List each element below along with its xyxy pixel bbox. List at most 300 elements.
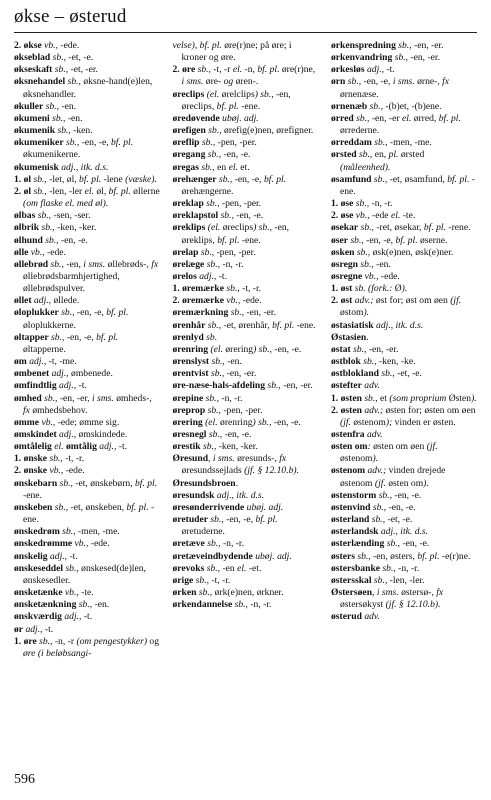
inflection: -lene: [103, 173, 126, 185]
inflection: økumenikerne.: [23, 149, 81, 161]
grammar-note: sb.,: [50, 52, 69, 64]
dictionary-entry: [331, 222, 477, 234]
grammar-note: sb.,: [232, 599, 251, 611]
grammar-note: (jf. § 12.10.b).: [244, 465, 300, 477]
grammar-note: vb.,: [39, 416, 58, 428]
inflection: -ene.: [241, 234, 261, 246]
inflection: -t, -r.: [242, 283, 262, 295]
grammar-note: sb.,: [395, 40, 414, 51]
inflection: -en, -e,: [363, 76, 393, 88]
headword: østenom: [331, 465, 366, 477]
headword: ønskelig: [14, 550, 48, 562]
dictionary-entry: [173, 320, 319, 332]
grammar-note: vb.,: [62, 587, 82, 599]
grammar-note: bf. pl.: [272, 319, 297, 331]
column-2: [173, 40, 319, 775]
headword: øreprop: [172, 404, 206, 416]
grammar-note: adj.,: [56, 380, 79, 392]
inflection: øre(r)ne; på øre; i kroner og øre.: [181, 40, 292, 64]
inflection: vinden drejede østenom: [340, 465, 446, 489]
grammar-note: sb.,: [52, 501, 71, 513]
dictionary-entry: [173, 405, 319, 417]
grammar-note: bf. pl.: [216, 100, 242, 112]
grammar-note: sb.,: [63, 562, 82, 574]
inflection: -et, -e.: [387, 514, 413, 526]
inflection: -ene.: [296, 319, 316, 331]
inflection: øllede.: [53, 295, 80, 307]
dictionary-entry: [14, 636, 160, 660]
grammar-note: el.: [390, 210, 403, 222]
headword: ørering: [172, 416, 203, 428]
grammar-note: ) sb.,: [252, 416, 274, 428]
grammar-note: sb.,: [31, 173, 50, 185]
dictionary-entry: [14, 64, 160, 76]
dictionary-entry: [14, 52, 160, 64]
headword: øregang: [172, 149, 206, 161]
headword: ørestik: [172, 441, 201, 453]
grammar-note: adj., itk. d.s.: [214, 489, 265, 501]
dictionary-entry: [173, 64, 319, 88]
headword: 1. ønske: [14, 453, 48, 465]
inflection: -te.: [81, 587, 94, 599]
dictionary-entry: [14, 465, 160, 477]
grammar-note: sb.,: [367, 100, 386, 112]
dictionary-entry: [331, 235, 477, 247]
grammar-note: vb.,: [362, 270, 381, 282]
grammar-note: sb.: [203, 331, 218, 343]
headword: ørenhår: [172, 319, 206, 331]
inflection: -t.: [118, 441, 128, 453]
inflection: -ede.: [380, 270, 400, 282]
grammar-note: sb.,: [209, 356, 228, 368]
grammar-note: adj.,: [96, 441, 119, 453]
inflection: -en, -er.: [410, 52, 441, 64]
inflection: -en, -er: [371, 112, 402, 124]
dictionary-entry: [14, 502, 160, 526]
dictionary-entry: [331, 380, 477, 392]
inflection: -te.: [402, 210, 416, 222]
headword: 2. øre: [172, 64, 196, 76]
headword: østblok: [331, 356, 361, 368]
dictionary-entry: [331, 441, 477, 465]
headword: øresnegl: [172, 429, 207, 440]
headword: øllebrød: [14, 258, 49, 270]
grammar-note: bf. pl.: [126, 501, 151, 513]
grammar-note: sb.,: [205, 404, 224, 416]
grammar-note: (el.: [208, 343, 226, 355]
headword: 1. øst: [331, 283, 353, 295]
dictionary-entry: [331, 587, 477, 611]
inflection: -en, -e.: [388, 501, 416, 513]
grammar-note: (el.: [202, 416, 221, 428]
inflection: Østen: [448, 392, 472, 404]
inflection: øl,: [96, 185, 109, 197]
grammar-note: ).: [363, 307, 370, 319]
headword: øreklips: [172, 222, 206, 234]
inflection: østom: [340, 307, 364, 319]
grammar-note: (jf. § 12.10.b).: [385, 599, 441, 611]
grammar-note: bf. pl.: [217, 234, 242, 246]
inflection: -en.: [227, 356, 242, 368]
headword: østefter: [331, 380, 362, 392]
grammar-note: sb.,: [204, 538, 223, 550]
grammar-note: sb.,: [199, 137, 218, 149]
grammar-note: , i sms.: [208, 453, 238, 465]
headword: økumenik: [14, 125, 56, 137]
inflection: øllerne: [133, 185, 160, 197]
inflection: -n, -r.: [371, 198, 393, 210]
inflection: -en, -er.: [226, 368, 257, 380]
dictionary-entry: [331, 575, 477, 587]
inflection: -len, -ler: [49, 185, 85, 197]
headword: ønskedrømme: [14, 538, 73, 550]
headword: 1. østen: [331, 392, 362, 404]
inflection: østersøkyst: [340, 599, 386, 611]
dictionary-entry: [331, 271, 477, 283]
grammar-note: bf. pl.: [255, 514, 278, 526]
headword: økuller: [14, 100, 44, 112]
grammar-note: (jf.: [450, 295, 462, 307]
inflection: -let, øl,: [49, 173, 80, 185]
grammar-note: fx: [436, 587, 444, 599]
inflection: ørehængerne.: [181, 185, 234, 197]
inflection: -t, -r: [213, 64, 233, 76]
grammar-note: sb.,: [63, 137, 82, 149]
dictionary-entry: [14, 307, 160, 331]
grammar-note: sb.,: [376, 489, 395, 501]
grammar-note: sb.,: [48, 331, 67, 343]
headword: øllet: [14, 295, 32, 307]
headword: østenvind: [331, 501, 371, 513]
inflection: -ken, -ker.: [218, 441, 258, 453]
dictionary-entry: [173, 210, 319, 222]
dictionary-entry: [14, 222, 160, 234]
inflection: -en, -er.: [368, 343, 399, 355]
inflection: øsk(e)nen, øsk(e)ner.: [372, 246, 454, 258]
headword: ønskedrøm: [14, 526, 60, 538]
grammar-note: (måleenhed).: [340, 161, 391, 173]
grammar-note: sb.,: [369, 514, 388, 526]
grammar-note: el.: [232, 64, 245, 76]
headword: øreflip: [172, 137, 200, 149]
grammar-note: adv.: [361, 611, 380, 623]
headword: ønskværdig: [14, 611, 62, 623]
dictionary-entry: [331, 113, 477, 137]
dictionary-entry: [14, 40, 160, 52]
inflection: -en: [222, 562, 238, 574]
inflection: ønskesed(de)len, ønskesedler.: [23, 562, 146, 586]
grammar-note: (om pengestykker): [76, 635, 150, 647]
grammar-note: sb.,: [205, 149, 224, 161]
inflection: -sen, -ser.: [53, 210, 91, 222]
headword: ørelos: [172, 270, 197, 282]
grammar-note: bf. pl.: [257, 64, 282, 76]
grammar-note: sb.,: [379, 368, 398, 380]
headword: øreklap: [172, 198, 204, 210]
headword: øreklapstol: [172, 210, 219, 222]
headword: øser: [331, 234, 349, 246]
inflection: -pen, -per.: [217, 137, 257, 149]
headword: ønsketænkning: [14, 599, 77, 611]
grammar-note: sb.,: [52, 64, 71, 76]
dictionary-entry: [331, 490, 477, 502]
inflection: -n, -r.: [222, 258, 244, 270]
inflection: -en, -e,: [76, 307, 107, 319]
headword: ømtålig: [65, 441, 97, 453]
grammar-note: adj.,: [23, 623, 45, 635]
inflection: en,: [374, 149, 389, 161]
grammar-note: sb.,: [203, 392, 222, 404]
headword: østasiatisk: [331, 319, 374, 331]
headword: ørefigen: [172, 125, 206, 137]
inflection: ørne-,: [417, 76, 443, 88]
inflection: -en, øreclips,: [181, 88, 291, 112]
inflection: -men, -me.: [389, 137, 432, 149]
grammar-note: sb.,: [358, 222, 377, 234]
inflection: -t.: [386, 64, 395, 76]
dictionary-entry: [331, 611, 477, 623]
grammar-note: ubøj. adj.: [252, 550, 292, 562]
grammar-note: sb.,: [36, 635, 55, 647]
headword: ønsketænke: [14, 587, 63, 599]
inflection: ømbenede.: [71, 368, 113, 380]
dictionary-entry: [14, 563, 160, 587]
grammar-note: ).: [423, 477, 429, 489]
dictionary-entry: [331, 332, 477, 344]
inflection: øllebrødsbarmhjertighed, øllebrødspulver.: [23, 270, 120, 295]
dictionary-entry: [331, 344, 477, 356]
dictionary-entry: [14, 417, 160, 429]
inflection: -t, -r.: [211, 574, 231, 586]
dictionary-entry: [173, 198, 319, 210]
inflection: -n, -r.: [221, 392, 243, 404]
dictionary-entry: [14, 393, 160, 417]
dictionary-entry: [331, 551, 477, 563]
inflection: -ede: [372, 210, 391, 222]
grammar-note: adj.,: [47, 550, 70, 562]
grammar-note: ubøj. adj.: [219, 112, 259, 124]
dictionary-entry: [173, 478, 319, 490]
grammar-note: sb.,: [55, 125, 74, 137]
headword: øresundsk: [172, 489, 215, 501]
headword: øremærkning: [172, 307, 229, 319]
inflection: ørenring: [220, 416, 253, 428]
grammar-note: sb.,: [371, 137, 390, 149]
inflection: -en.: [67, 112, 83, 124]
headword: 1. øl: [14, 173, 32, 185]
grammar-note: og: [223, 76, 236, 88]
dictionary-entry: [14, 332, 160, 356]
grammar-note: bf. pl.: [263, 173, 287, 185]
headword: ønskeseddel: [14, 562, 64, 574]
grammar-note: sb. (fork.:: [352, 283, 395, 295]
headword: ørken: [172, 587, 197, 599]
inflection: ørred,: [413, 112, 439, 124]
inflection: -t, -r.: [65, 453, 85, 465]
inflection: øst for; øst om øen: [375, 295, 451, 307]
grammar-note: fx: [279, 453, 287, 465]
grammar-note: fx: [151, 258, 159, 270]
grammar-note: (jf.: [340, 416, 354, 428]
inflection: ømheds-,: [116, 392, 152, 404]
inflection: øloplukkerne.: [23, 319, 77, 331]
grammar-note: sb.,: [196, 587, 215, 599]
grammar-note: sb.,: [205, 319, 224, 331]
grammar-note: bf. pl.: [395, 234, 420, 246]
grammar-note: sb.,: [361, 392, 381, 404]
headword: øsamfund: [331, 173, 372, 185]
dictionary-entry: [173, 429, 319, 441]
inflection: østenom: [340, 453, 373, 465]
inflection: øllebrøds-,: [107, 258, 152, 270]
dictionary-entry: [14, 526, 160, 538]
headword: ørnenæb: [331, 100, 368, 112]
inflection: -en, -er.: [246, 307, 276, 319]
headword: ørn: [331, 76, 346, 88]
dictionary-entry: [331, 149, 477, 173]
dictionary-entry: [14, 174, 160, 186]
dictionary-entry: [331, 514, 477, 526]
grammar-note: sb.,: [218, 210, 237, 222]
headword: 2. østen: [331, 404, 362, 416]
inflection: -ken, -ke.: [378, 356, 416, 368]
inflection: -et, ørenhår,: [223, 319, 273, 331]
headword: ørentvist: [172, 368, 209, 380]
dictionary-entry: [331, 76, 477, 100]
grammar-note: sb.,: [216, 173, 235, 185]
dictionary-entry: [173, 368, 319, 380]
grammar-note: sb.,: [57, 477, 76, 489]
inflection: ørrederne.: [340, 125, 380, 137]
inflection: -en, øreklips,: [181, 222, 290, 246]
dictionary-entry: [173, 162, 319, 174]
dictionary-entry: [173, 490, 319, 502]
headword: ømfindtlig: [14, 380, 57, 392]
grammar-note: adj.,: [61, 611, 84, 623]
grammar-note: bf. pl.: [447, 173, 472, 185]
inflection: -en, -e,: [234, 173, 264, 185]
grammar-note: sb.,: [356, 149, 375, 161]
inflection: -ede.: [90, 538, 110, 550]
page-header: økse – østerud: [14, 6, 127, 27]
headword: økumenisk: [14, 161, 59, 173]
grammar-note: sb.,: [35, 210, 54, 222]
headword: økseskaft: [14, 64, 53, 76]
grammar-note: sb.,: [371, 574, 390, 586]
grammar-note: sb.,: [39, 222, 58, 234]
dictionary-entry: [173, 149, 319, 161]
inflection: -rene.: [448, 222, 471, 234]
headword: ørkesløs: [331, 64, 365, 76]
headword: ønskebarn: [14, 477, 58, 489]
grammar-note: adj.,: [26, 356, 49, 368]
dictionary-entry: [14, 125, 160, 137]
grammar-note: el.: [51, 441, 66, 453]
dictionary-entry: [331, 538, 477, 550]
headword: ørelap: [172, 246, 199, 258]
inflection: -men, -me.: [77, 526, 120, 538]
inflection: -ede.: [65, 465, 85, 477]
grammar-note: sb.,: [384, 538, 403, 550]
dictionary-entry: [331, 356, 477, 368]
headword: ørevoks: [172, 562, 205, 574]
headword: 2. øl: [14, 185, 32, 197]
headword: ørkenspredning: [331, 40, 396, 51]
inflection: -n, -r.: [222, 538, 244, 550]
headword: ørred: [331, 112, 354, 124]
headword: ømbenet: [14, 368, 50, 380]
headword: 1. øre: [14, 635, 37, 647]
dictionary-entry: [331, 320, 477, 332]
inflection: øresundssejlads: [181, 465, 245, 477]
inflection: -t.: [44, 623, 54, 635]
grammar-note: i sms.: [91, 392, 117, 404]
dictionary-entry: [173, 344, 319, 356]
grammar-note: bf. pl.: [417, 550, 442, 562]
inflection: -n, -r.: [398, 562, 420, 574]
headword: 2. øremærke: [172, 295, 225, 307]
inflection: -et, -er.: [70, 64, 98, 76]
inflection: ørering: [225, 343, 254, 355]
headword: ørenring: [172, 343, 209, 355]
dictionary-entry: [331, 283, 477, 295]
grammar-note: adj., itk. d.s.: [58, 161, 109, 173]
dictionary-entry: [331, 198, 477, 210]
grammar-note: fx: [442, 76, 450, 88]
page-number: 596: [14, 772, 35, 787]
grammar-note: ) sb.,: [254, 88, 277, 100]
grammar-note: sb.,: [49, 112, 68, 124]
inflection: -ken, -ker.: [57, 222, 97, 234]
inflection: øksne-hand(e)len, øksnehandler.: [23, 76, 153, 100]
headword: ømskindet: [14, 429, 57, 440]
dictionary-entry: [173, 393, 319, 405]
inflection: -et, -e.: [397, 368, 422, 380]
grammar-note: sb.,: [195, 64, 214, 76]
dictionary-entry: [14, 380, 160, 392]
inflection: en: [217, 161, 229, 173]
dictionary-entry: [14, 611, 160, 623]
inflection: og: [149, 635, 160, 647]
grammar-note: adj., itk. d.s.: [373, 319, 424, 331]
headword: Østasien: [331, 331, 367, 343]
inflection: -n,: [244, 64, 258, 76]
dictionary-entry: [173, 502, 319, 514]
dictionary-entry: [14, 368, 160, 380]
dictionary-entry: [14, 113, 160, 125]
inflection: østersø-,: [401, 587, 437, 599]
inflection: øltapperne.: [23, 343, 66, 355]
inflection: .: [366, 331, 369, 343]
headword: ørige: [172, 574, 194, 586]
grammar-note: sb.,: [206, 429, 225, 440]
inflection: -ede.: [47, 246, 66, 258]
headword: øsken: [331, 246, 355, 258]
inflection: -t, -me.: [48, 356, 77, 368]
inflection: -ene.: [340, 173, 475, 197]
headword: ømhed: [14, 392, 42, 404]
dictionary-entry: [173, 356, 319, 368]
grammar-note: vb.,: [353, 210, 373, 222]
dictionary-entry: [331, 465, 477, 489]
grammar-note: ) sb.,: [253, 343, 275, 355]
dictionary-entry: [331, 259, 477, 271]
inflection: ømhedsbehov.: [32, 404, 88, 416]
headword: Øresundsbroen: [172, 477, 236, 489]
inflection: ømskindede.: [78, 429, 128, 440]
headword: øretæve: [172, 538, 205, 550]
dictionary-entry: [173, 563, 319, 575]
